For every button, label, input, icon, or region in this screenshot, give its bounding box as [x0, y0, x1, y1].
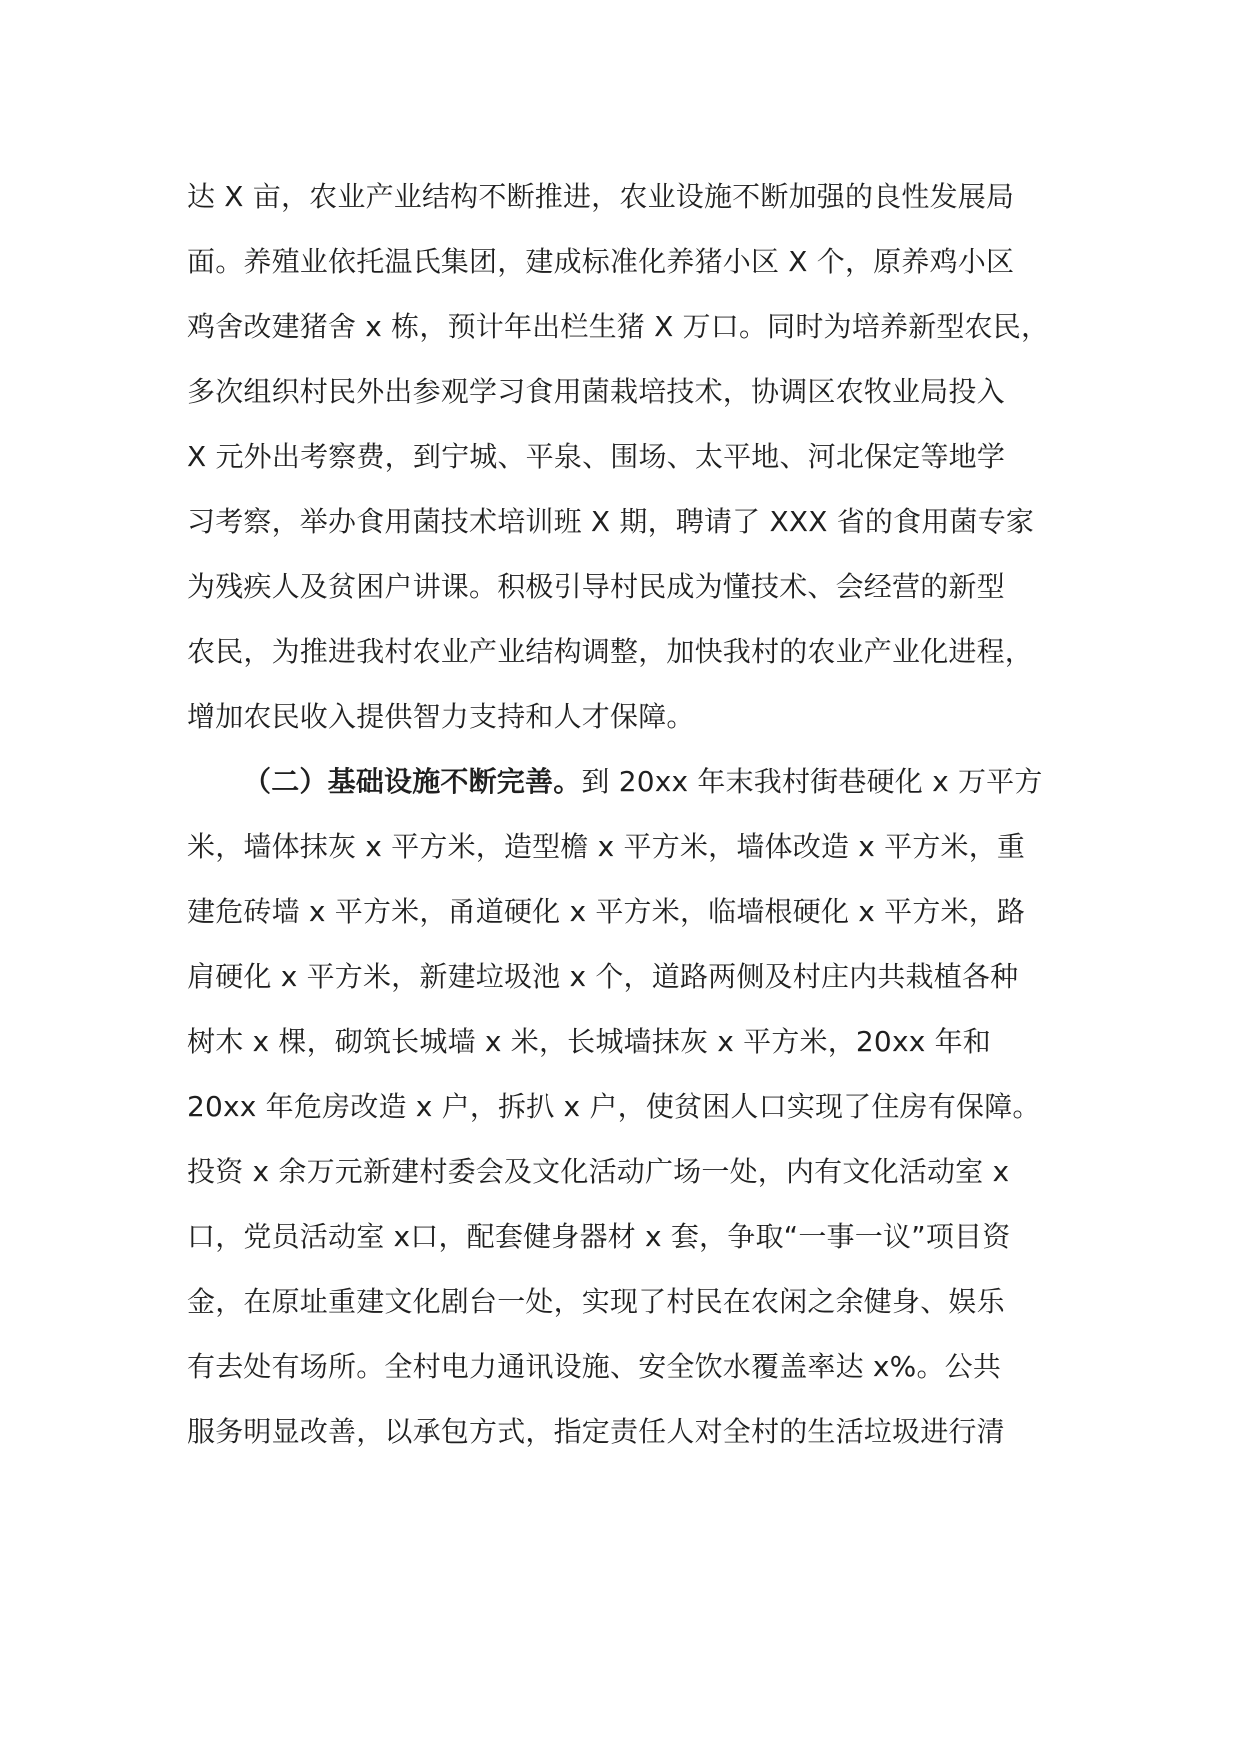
paragraph-line: 树木 x 棵，砌筑长城墙 x 米，长城墙抹灰 x 平方米，20xx 年和 — [187, 1025, 991, 1058]
paragraph-line: 多次组织村民外出参观学习食用菌栽培技术，协调区农牧业局投入 — [187, 375, 1005, 408]
section-heading: （二）基础设施不断完善。 — [243, 765, 582, 798]
paragraph-line: 投资 x 余万元新建村委会及文化活动广场一处，内有文化活动室 x — [187, 1155, 1010, 1188]
paragraph-line: 肩硬化 x 平方米，新建垃圾池 x 个，道路两侧及村庄内共栽植各种 — [187, 960, 1019, 993]
paragraph-line: 鸡舍改建猪舍 x 栋，预计年出栏生猪 X 万口。同时为培养新型农民， — [187, 310, 1050, 343]
paragraph-line: 20xx 年危房改造 x 户，拆扒 x 户，使贫困人口实现了住房有保障。 — [187, 1090, 1041, 1123]
paragraph-line: 建危砖墙 x 平方米，甬道硬化 x 平方米，临墙根硬化 x 平方米，路 — [187, 895, 1026, 928]
paragraph-line: X 元外出考察费，到宁城、平泉、围场、太平地、河北保定等地学 — [187, 440, 1006, 473]
section-heading-line — [187, 757, 1087, 822]
paragraph-line: 口，党员活动室 x口，配套健身器材 x 套，争取“一事一议”项目资 — [187, 1220, 1011, 1253]
document-body — [187, 172, 1087, 1472]
paragraph-line: 有去处有场所。全村电力通讯设施、安全饮水覆盖率达 x%。公共 — [187, 1350, 1002, 1383]
paragraph-line: 增加农民收入提供智力支持和人才保障。 — [187, 700, 695, 733]
section-heading-rest: 到 20xx 年末我村街巷硬化 x 万平方 — [581, 765, 1043, 798]
paragraph-line: 金，在原址重建文化剧台一处，实现了村民在农闲之余健身、娱乐 — [187, 1285, 1005, 1318]
paragraph-line: 面。养殖业依托温氏集团，建成标准化养猪小区 X 个，原养鸡小区 — [187, 245, 1015, 278]
paragraph-line: 为残疾人及贫困户讲课。积极引导村民成为懂技术、会经营的新型 — [187, 570, 1005, 603]
paragraph-line: 达 X 亩，农业产业结构不断推进，农业设施不断加强的良性发展局 — [187, 180, 1015, 213]
paragraph-line: 农民，为推进我村农业产业结构调整，加快我村的农业产业化进程， — [187, 635, 1034, 668]
paragraph-line: 习考察，举办食用菌技术培训班 X 期，聘请了 XXX 省的食用菌专家 — [187, 505, 1035, 538]
paragraph-line: 米，墙体抹灰 x 平方米，造型檐 x 平方米，墙体改造 x 平方米，重 — [187, 830, 1026, 863]
paragraph-line: 服务明显改善，以承包方式，指定责任人对全村的生活垃圾进行清 — [187, 1415, 1005, 1448]
